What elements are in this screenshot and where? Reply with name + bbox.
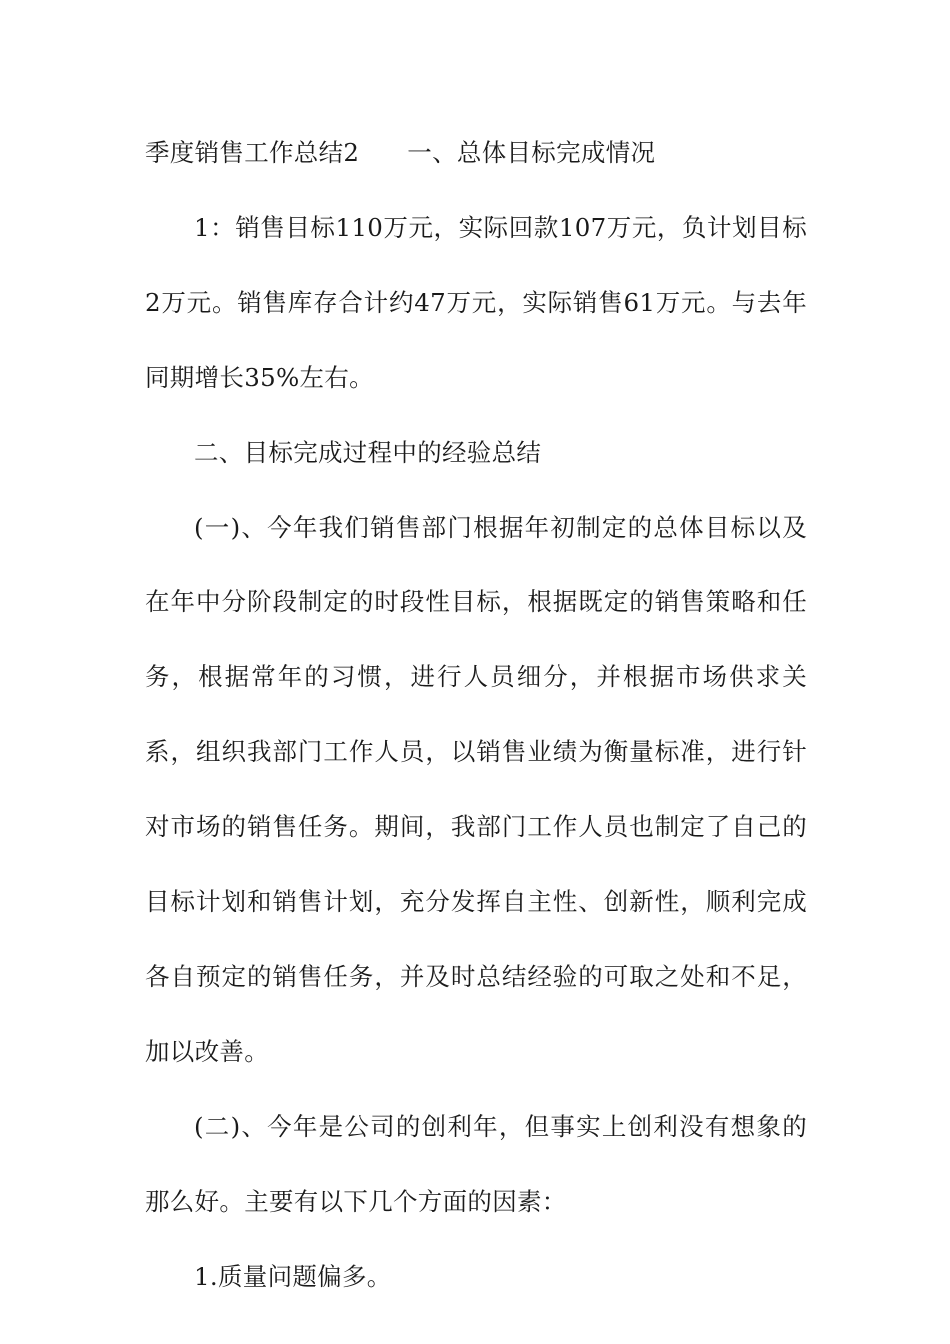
section-heading-2: 二、目标完成过程中的经验总结 [194,437,542,467]
paragraph-sales-target: 1：销售目标110万元，实际回款107万元，负计划目标2万元。销售库存合计约47万元，实际销售61万元。与去年同期增长35%左右。 [145,212,807,392]
document-title: 季度销售工作总结2 [145,138,360,167]
title-line [145,116,807,191]
list-item-quality: 1.质量问题偏多。 [194,1261,392,1291]
paragraph-experience-1: (一)、今年我们销售部门根据年初制定的总体目标以及在年中分阶段制定的时段性目标，根据既定的销售策略和任务，根据常年的习惯，进行人员细分，并根据市场供求关系，组织我部门工作人员，以销售业绩为衡量标准，进行针对市场的销售任务。期间，我部门工作人员也制定了自己的目标计划和销售计划，充分发挥自主性、创新性，顺利完成各自预定的销售任务，并及时总结经验的可取之处和不足，加以改善。 [145,512,807,1066]
paragraph-experience-2: (二)、今年是公司的创利年，但事实上创利没有想象的那么好。主要有以下几个方面的因素： [145,1111,807,1216]
section-heading-1: 一、总体目标完成情况 [407,138,656,167]
document-body [145,116,807,1315]
